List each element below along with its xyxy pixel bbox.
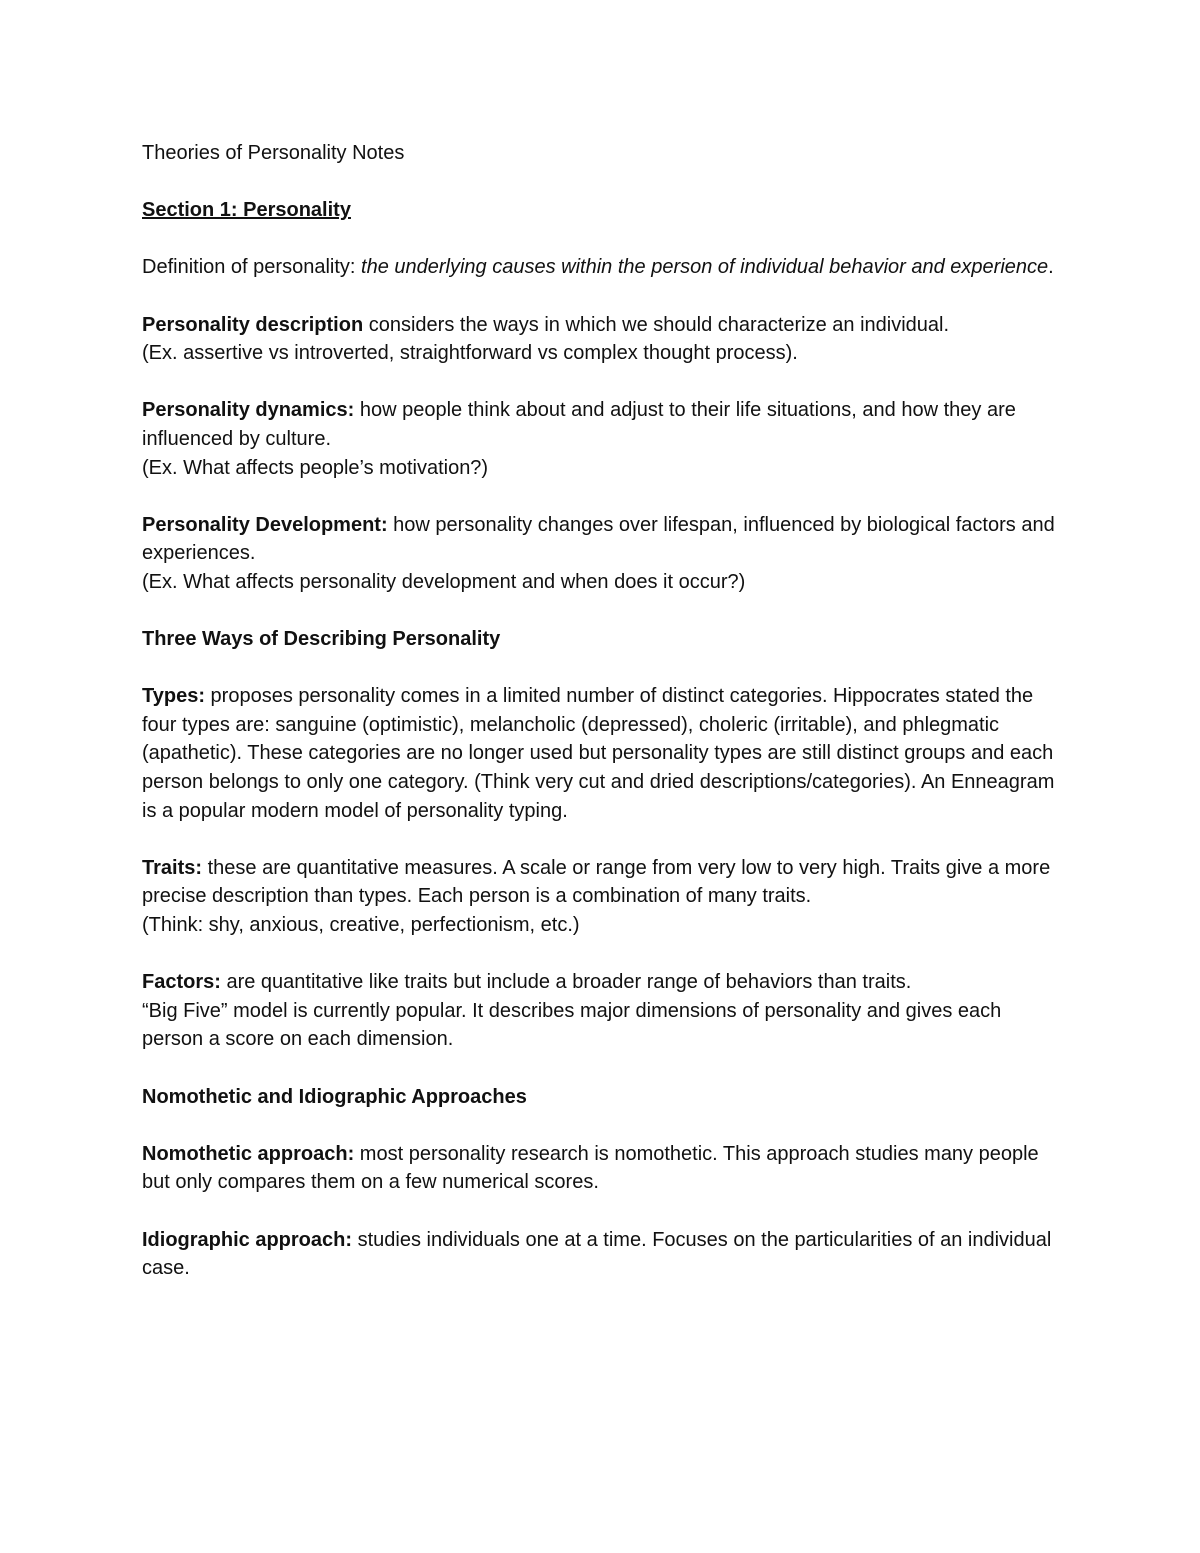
subsection-heading: Three Ways of Describing Personality bbox=[142, 628, 501, 651]
definition-text: the underlying causes within the person of individual behavior and experience bbox=[361, 256, 1049, 279]
description-term: Personality description bbox=[142, 313, 364, 336]
nomothetic-text: most personality research is nomothetic. This approach studies many people but only compares them on a few numerical scores. bbox=[142, 1142, 1039, 1194]
definition-paragraph bbox=[142, 253, 1062, 282]
factors-text: are quantitative like traits but include a broader range of behaviors than traits. bbox=[220, 971, 912, 994]
subsection-heading: Nomothetic and Idiographic Approaches bbox=[142, 1085, 527, 1108]
document-page bbox=[142, 139, 1062, 1283]
traits-term: Traits: bbox=[142, 856, 203, 879]
description-text: considers the ways in which we should characterize an individual. bbox=[363, 313, 950, 336]
dynamics-paragraph bbox=[142, 396, 1062, 453]
nomothetic-paragraph bbox=[142, 1140, 1062, 1197]
dynamics-text: how people think about and adjust to their life situations, and how they are influenced by culture. bbox=[142, 399, 1016, 450]
development-text: how personality changes over lifespan, influenced by biological factors and experiences. bbox=[142, 513, 1055, 565]
dynamics-example: (Ex. What affects people’s motivation?) bbox=[142, 456, 489, 479]
definition-tail: . bbox=[1048, 256, 1054, 279]
nomothetic-term: Nomothetic approach: bbox=[142, 1142, 355, 1165]
traits-paragraph bbox=[142, 854, 1062, 911]
idiographic-text: studies individuals one at a time. Focuses on the particularities of an individual case. bbox=[142, 1228, 1052, 1280]
factors-term: Factors: bbox=[142, 971, 221, 994]
development-paragraph bbox=[142, 511, 1062, 568]
traits-example: (Think: shy, anxious, creative, perfectionism, etc.) bbox=[142, 914, 580, 937]
idiographic-paragraph bbox=[142, 1226, 1062, 1283]
factors-paragraph bbox=[142, 968, 1062, 997]
types-text: proposes personality comes in a limited number of distinct categories. Hippocrates stated the four types are: sanguine (optimistic), melancholic (depressed), choleric (irritable), and phlegmatic (apathetic). These categories are no longer used but personality types are still distinct groups and each person belongs to only one category. (Think very cut and dried descriptions/categories). An Enneagram is a popular modern model of personality typing. bbox=[142, 685, 1055, 822]
document-title: Theories of Personality Notes bbox=[142, 142, 405, 164]
development-term: Personality Development: bbox=[142, 513, 388, 536]
description-paragraph bbox=[142, 311, 1062, 340]
traits-text: these are quantitative measures. A scale or range from very low to very high. Traits give a more precise description than types. Each person is a combination of many traits. bbox=[142, 856, 1051, 908]
types-paragraph bbox=[142, 682, 1062, 825]
types-term: Types: bbox=[142, 685, 205, 708]
definition-lead: Definition of personality: bbox=[142, 256, 362, 279]
idiographic-term: Idiographic approach: bbox=[142, 1228, 353, 1251]
dynamics-term: Personality dynamics: bbox=[142, 399, 355, 422]
development-example: (Ex. What affects personality development and when does it occur?) bbox=[142, 570, 746, 593]
description-example: (Ex. assertive vs introverted, straightforward vs complex thought process). bbox=[142, 342, 798, 365]
factors-extra: “Big Five” model is currently popular. It describes major dimensions of personality and gives each person a score on each dimension. bbox=[142, 999, 1002, 1051]
section-heading: Section 1: Personality bbox=[142, 199, 351, 222]
